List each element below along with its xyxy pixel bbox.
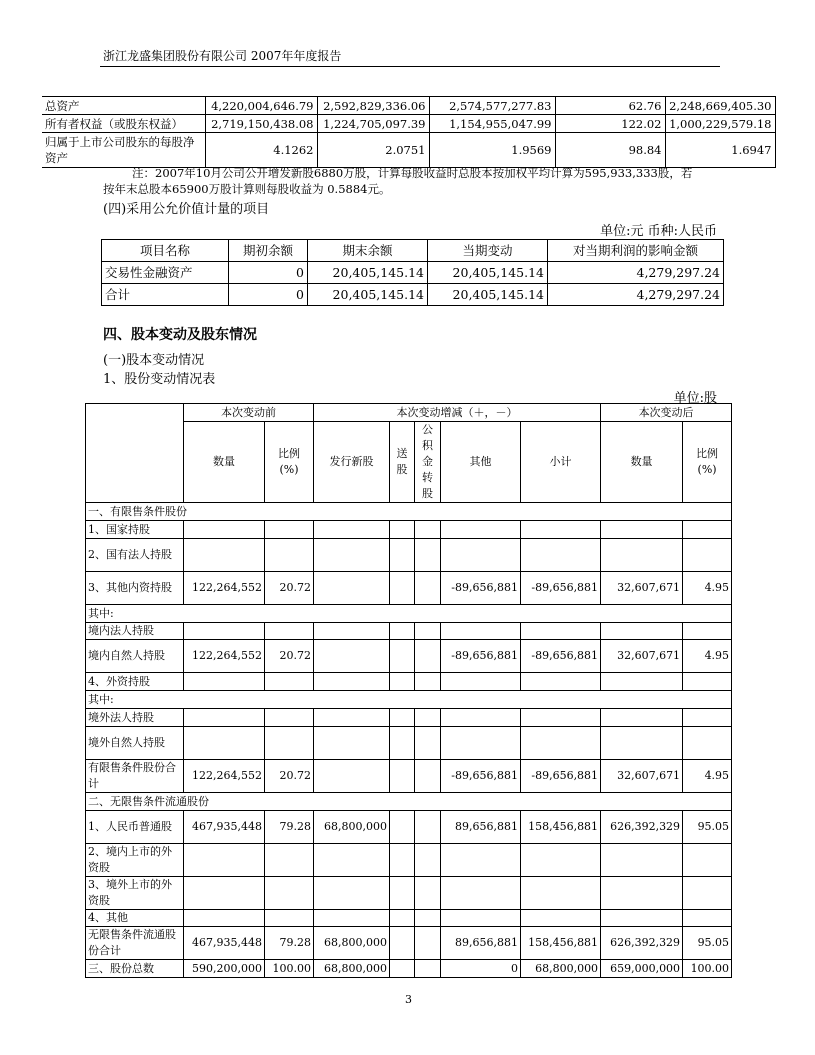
column-header: 小计: [521, 422, 601, 503]
cell-value: [184, 539, 265, 572]
cell-value: 467,935,448: [184, 811, 265, 844]
cell-value: [390, 811, 415, 844]
cell-value: [265, 844, 314, 877]
cell-value: 1,224,705,097.39: [317, 115, 429, 133]
cell-value: [521, 877, 601, 910]
table-row: [86, 503, 732, 521]
share-change-table: [85, 403, 732, 978]
cell-value: [184, 623, 265, 640]
cell-value: [265, 623, 314, 640]
cell-value: [683, 844, 732, 877]
cell-value: [683, 623, 732, 640]
cell-value: 62.76: [555, 97, 665, 115]
cell-value: [314, 640, 390, 673]
cell-value: 158,456,881: [521, 811, 601, 844]
column-header: 送股: [390, 422, 415, 503]
table-row: [102, 284, 724, 306]
group-header: 本次变动后: [601, 404, 732, 422]
row-label: 1、人民币普通股: [86, 811, 184, 844]
cell-value: 89,656,881: [441, 927, 521, 960]
cell-value: [415, 623, 441, 640]
cell-value: [390, 673, 415, 691]
cell-value: [683, 727, 732, 760]
cell-value: [184, 709, 265, 727]
section-label: 一、有限售条件股份: [86, 503, 732, 521]
row-label: 所有者权益（或股东权益）: [42, 115, 205, 133]
row-label: 境外法人持股: [86, 709, 184, 727]
cell-value: [415, 521, 441, 539]
fair-value-unit: 单位:元 币种:人民币: [600, 224, 717, 239]
column-header: 当期变动: [428, 240, 548, 262]
section-label: 二、无限售条件流通股份: [86, 793, 732, 811]
header-divider: [100, 66, 720, 67]
cell-value: [415, 673, 441, 691]
cell-value: 2,592,829,336.06: [317, 97, 429, 115]
note-line-1: 注：2007年10月公司公开增发新股6880万股，计算每股收益时总股本按加权平均计算为595,933,333股，若: [132, 166, 693, 180]
table-row: [86, 709, 732, 727]
row-label: 4、其他: [86, 910, 184, 927]
cell-value: 32,607,671: [601, 572, 683, 605]
cell-value: [265, 673, 314, 691]
cell-value: [521, 910, 601, 927]
cell-value: [601, 844, 683, 877]
note-line-2: 按年末总股本65900万股计算则每股收益为 0.5884元。: [103, 182, 391, 196]
cell-value: [314, 521, 390, 539]
cell-value: 122,264,552: [184, 572, 265, 605]
cell-value: [415, 910, 441, 927]
cell-value: [683, 539, 732, 572]
group-header: 本次变动前: [184, 404, 314, 422]
cell-value: 659,000,000: [601, 960, 683, 978]
cell-value: [314, 727, 390, 760]
cell-value: [390, 623, 415, 640]
row-label: 合计: [102, 284, 229, 306]
cell-value: 2,248,669,405.30: [665, 97, 775, 115]
cell-value: 68,800,000: [314, 927, 390, 960]
cell-value: 2.0751: [317, 133, 429, 168]
cell-value: [415, 927, 441, 960]
cell-value: [521, 521, 601, 539]
table-row: [86, 877, 732, 910]
fair-value-heading: (四)采用公允价值计量的项目: [103, 202, 270, 217]
cell-value: [390, 539, 415, 572]
cell-value: [521, 709, 601, 727]
cell-value: 158,456,881: [521, 927, 601, 960]
cell-value: 122,264,552: [184, 640, 265, 673]
row-label: 4、外资持股: [86, 673, 184, 691]
column-header: 对当期利润的影响金额: [548, 240, 724, 262]
cell-value: [390, 727, 415, 760]
cell-value: [265, 727, 314, 760]
cell-value: 20.72: [265, 572, 314, 605]
table-row: [86, 623, 732, 640]
cell-value: [601, 673, 683, 691]
cell-value: [521, 623, 601, 640]
column-header: 其他: [441, 422, 521, 503]
cell-value: 95.05: [683, 927, 732, 960]
column-header: 数量: [601, 422, 683, 503]
table-row: [86, 404, 732, 422]
table-row: [86, 793, 732, 811]
cell-value: 590,200,000: [184, 960, 265, 978]
table-row: [86, 910, 732, 927]
cell-value: [521, 727, 601, 760]
cell-value: 100.00: [683, 960, 732, 978]
cell-value: 626,392,329: [601, 927, 683, 960]
cell-value: [601, 623, 683, 640]
cell-value: [415, 877, 441, 910]
cell-value: 32,607,671: [601, 640, 683, 673]
cell-value: [314, 844, 390, 877]
cell-value: [521, 673, 601, 691]
cell-value: [441, 623, 521, 640]
cell-value: 626,392,329: [601, 811, 683, 844]
row-label: 境外自然人持股: [86, 727, 184, 760]
cell-value: [314, 877, 390, 910]
cell-value: [314, 760, 390, 793]
cell-value: 20,405,145.14: [428, 262, 548, 284]
cell-value: 122,264,552: [184, 760, 265, 793]
cell-value: 79.28: [265, 927, 314, 960]
row-label: 交易性金融资产: [102, 262, 229, 284]
cell-value: 122.02: [555, 115, 665, 133]
table-row: [86, 811, 732, 844]
cell-value: [415, 727, 441, 760]
cell-value: [265, 539, 314, 572]
row-label: 2、境内上市的外资股: [86, 844, 184, 877]
table-row: [86, 572, 732, 605]
cell-value: 100.00: [265, 960, 314, 978]
row-label: 2、国有法人持股: [86, 539, 184, 572]
table-caption: 1、股份变动情况表: [103, 372, 216, 387]
cell-value: 32,607,671: [601, 760, 683, 793]
cell-value: -89,656,881: [521, 760, 601, 793]
cell-value: [390, 877, 415, 910]
cell-value: 79.28: [265, 811, 314, 844]
cell-value: 4.1262: [205, 133, 317, 168]
cell-value: [314, 709, 390, 727]
column-header: 比例(%): [265, 422, 314, 503]
subsection-title: (一)股本变动情况: [103, 353, 205, 368]
row-label: 1、国家持股: [86, 521, 184, 539]
cell-value: [415, 811, 441, 844]
row-label: 境内自然人持股: [86, 640, 184, 673]
cell-value: 20,405,145.14: [308, 262, 428, 284]
cell-value: 2,719,150,438.08: [205, 115, 317, 133]
table-row: [86, 927, 732, 960]
cell-value: [415, 709, 441, 727]
column-header: 数量: [184, 422, 265, 503]
cell-value: [601, 727, 683, 760]
row-label: 境内法人持股: [86, 623, 184, 640]
table-row: [42, 133, 775, 168]
cell-value: 68,800,000: [314, 960, 390, 978]
cell-value: [415, 760, 441, 793]
cell-value: [601, 539, 683, 572]
cell-value: 1.6947: [665, 133, 775, 168]
cell-value: [683, 910, 732, 927]
cell-value: -89,656,881: [521, 640, 601, 673]
cell-value: 1,000,229,579.18: [665, 115, 775, 133]
cell-value: 68,800,000: [314, 811, 390, 844]
section-label: 其中:: [86, 605, 732, 623]
cell-value: 20,405,145.14: [308, 284, 428, 306]
table-row: [86, 760, 732, 793]
cell-value: [265, 910, 314, 927]
cell-value: -89,656,881: [521, 572, 601, 605]
table-row: [86, 691, 732, 709]
cell-value: [521, 844, 601, 877]
cell-value: [390, 844, 415, 877]
cell-value: [184, 521, 265, 539]
page-header: 浙江龙盛集团股份有限公司 2007年年度报告: [103, 49, 342, 63]
cell-value: -89,656,881: [441, 572, 521, 605]
cell-value: [683, 877, 732, 910]
cell-value: [415, 844, 441, 877]
group-header: 本次变动增减（＋，－）: [314, 404, 601, 422]
cell-value: [265, 709, 314, 727]
fair-value-table: [101, 239, 724, 306]
cell-value: 4,220,004,646.79: [205, 97, 317, 115]
section-title: 四、股本变动及股东情况: [103, 327, 257, 343]
cell-value: 98.84: [555, 133, 665, 168]
cell-value: [521, 539, 601, 572]
table-row: [102, 240, 724, 262]
cell-value: [683, 673, 732, 691]
cell-value: [314, 910, 390, 927]
cell-value: [390, 572, 415, 605]
cell-value: [601, 877, 683, 910]
cell-value: 467,935,448: [184, 927, 265, 960]
cell-value: [390, 910, 415, 927]
row-label: 3、境外上市的外资股: [86, 877, 184, 910]
column-header: 期初余额: [229, 240, 308, 262]
cell-value: 4,279,297.24: [548, 284, 724, 306]
cell-value: 0: [229, 262, 308, 284]
cell-value: [601, 521, 683, 539]
cell-value: [415, 539, 441, 572]
table-row: [86, 521, 732, 539]
cell-value: [184, 673, 265, 691]
table-row: [42, 97, 775, 115]
table-row: [86, 640, 732, 673]
row-label: 总资产: [42, 97, 205, 115]
cell-value: 20.72: [265, 760, 314, 793]
cell-value: [441, 539, 521, 572]
cell-value: [683, 709, 732, 727]
cell-value: [184, 877, 265, 910]
cell-value: [184, 844, 265, 877]
table-row: [42, 115, 775, 133]
cell-value: 4,279,297.24: [548, 262, 724, 284]
cell-value: [441, 673, 521, 691]
cell-value: [314, 539, 390, 572]
row-label: 有限售条件股份合计: [86, 760, 184, 793]
cell-value: [441, 709, 521, 727]
cell-value: [314, 623, 390, 640]
cell-value: [415, 960, 441, 978]
column-header: 公积金转股: [415, 422, 441, 503]
cell-value: [390, 709, 415, 727]
cell-value: [683, 521, 732, 539]
table-row: [86, 960, 732, 978]
cell-value: 0: [229, 284, 308, 306]
table-row: [86, 673, 732, 691]
cell-value: [390, 760, 415, 793]
cell-value: [390, 960, 415, 978]
table-row: [102, 262, 724, 284]
table-row: [86, 605, 732, 623]
cell-value: [184, 910, 265, 927]
cell-value: 2,574,577,277.83: [429, 97, 555, 115]
row-label: 无限售条件流通股份合计: [86, 927, 184, 960]
cell-value: 95.05: [683, 811, 732, 844]
cell-value: [184, 727, 265, 760]
cell-value: 89,656,881: [441, 811, 521, 844]
cell-value: [601, 709, 683, 727]
share-table-unit: 单位:股: [673, 391, 717, 406]
cell-value: 20,405,145.14: [428, 284, 548, 306]
cell-value: 20.72: [265, 640, 314, 673]
column-header: 期末余额: [308, 240, 428, 262]
summary-table: [42, 96, 776, 168]
cell-value: [415, 640, 441, 673]
column-header: 比例(%): [683, 422, 732, 503]
cell-value: [441, 521, 521, 539]
table-row: [86, 844, 732, 877]
cell-value: 4.95: [683, 640, 732, 673]
cell-value: [390, 927, 415, 960]
cell-value: [441, 910, 521, 927]
row-label: 3、其他内资持股: [86, 572, 184, 605]
cell-value: [390, 521, 415, 539]
cell-value: 0: [441, 960, 521, 978]
table-row: [86, 727, 732, 760]
page-number: 3: [405, 993, 412, 1006]
cell-value: [314, 673, 390, 691]
cell-value: [265, 877, 314, 910]
cell-value: [265, 521, 314, 539]
table-row: [86, 539, 732, 572]
cell-value: 1.9569: [429, 133, 555, 168]
row-header-blank: [86, 404, 184, 503]
cell-value: [441, 877, 521, 910]
cell-value: -89,656,881: [441, 760, 521, 793]
cell-value: -89,656,881: [441, 640, 521, 673]
cell-value: [314, 572, 390, 605]
section-label: 其中:: [86, 691, 732, 709]
cell-value: 4.95: [683, 572, 732, 605]
cell-value: [441, 844, 521, 877]
column-header: 发行新股: [314, 422, 390, 503]
cell-value: [601, 910, 683, 927]
cell-value: 68,800,000: [521, 960, 601, 978]
cell-value: 1,154,955,047.99: [429, 115, 555, 133]
cell-value: [415, 572, 441, 605]
cell-value: [390, 640, 415, 673]
row-label: 三、股份总数: [86, 960, 184, 978]
row-label: 归属于上市公司股东的每股净资产: [42, 133, 205, 168]
cell-value: 4.95: [683, 760, 732, 793]
column-header: 项目名称: [102, 240, 229, 262]
cell-value: [441, 727, 521, 760]
